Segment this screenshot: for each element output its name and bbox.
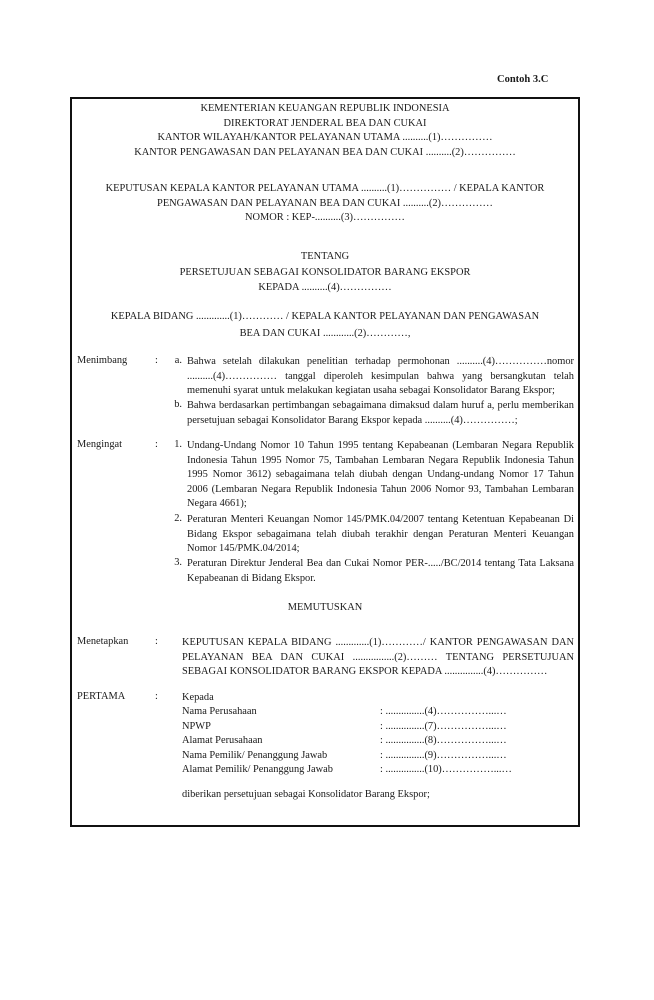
decree-title-line: PENGAWASAN DAN PELAYANAN BEA DAN CUKAI ..........(2)…………… — [157, 197, 493, 209]
field-label: Nama Pemilik/ Penanggung Jawab — [182, 750, 328, 761]
mengingat-colon: : — [155, 439, 158, 450]
regional-office: KANTOR WILAYAH/KANTOR PELAYANAN UTAMA ..........(1)…………… — [157, 132, 493, 144]
menimbang-item-b: Bahwa berdasarkan pertimbangan sebagaimana dimaksud dalam huruf a, perlu memberikan persetujuan sebagai Konsolidator Barang Ekspor kepada ..........(4)……………; — [187, 400, 574, 426]
mengingat-item-1: Undang-Undang Nomor 10 Tahun 1995 tentang Kepabeanan (Lembaran Negara Republik Indonesia Tahun 1995 Nomor 75, Tambahan Lembaran Negara Republik Indonesia Tahun 1995 Nomor 3612) sebagaimana telah diubah dengan Undang-undang Nomor 17 Tahun 2006 (Lembaran Negara Republik Indonesia Tahun 2006 Nomor 93, Tambahan Lembaran Negara 4661); — [187, 440, 574, 510]
official-line: BEA DAN CUKAI ............(2)…………, — [239, 328, 411, 339]
field-value: : ...............(7)……………...… — [380, 721, 507, 732]
pertama-label: PERTAMA — [77, 691, 126, 702]
letterhead — [72, 102, 578, 160]
field-value: : ...............(4)……………...… — [380, 706, 507, 717]
field-label: Nama Perusahaan — [182, 706, 257, 717]
item-marker: a. — [174, 355, 182, 366]
tentang-heading: TENTANG — [300, 251, 350, 262]
field-label: Alamat Pemilik/ Penanggung Jawab — [182, 764, 333, 775]
menetapkan-text: KEPUTUSAN KEPALA BIDANG .............(1)…………/ KANTOR PENGAWASAN DAN PELAYANAN BEA DAN CUKAI ................(2)……… TENTANG PERSETUJUAN SEBAGAI KONSOLIDATOR BARANG EKSPOR KEPADA ...............(4)…………… — [182, 637, 574, 678]
field-label: NPWP — [182, 721, 211, 732]
item-marker: 1. — [174, 439, 182, 450]
pertama-intro: Kepada — [182, 692, 214, 703]
decree-title-line: KEPUTUSAN KEPALA KANTOR PELAYANAN UTAMA ..........(1)…………… / KEPALA KANTOR — [105, 183, 545, 194]
field-label: Alamat Perusahaan — [182, 735, 263, 746]
official-line: KEPALA BIDANG .............(1)………… / KEPALA KANTOR PELAYANAN DAN PENGAWASAN — [110, 311, 540, 322]
directorate-name: DIREKTORAT JENDERAL BEA DAN CUKAI — [223, 117, 427, 129]
field-value: : ...............(8)……………...… — [380, 735, 507, 746]
item-marker: 2. — [174, 513, 182, 524]
supervision-office: KANTOR PENGAWASAN DAN PELAYANAN BEA DAN CUKAI ..........(2)…………… — [134, 146, 516, 158]
decree-title — [72, 182, 578, 226]
menetapkan-label: Menetapkan — [77, 636, 129, 647]
subject-line: PERSETUJUAN SEBAGAI KONSOLIDATOR BARANG EKSPOR — [179, 267, 471, 278]
example-label: Contoh 3.C — [497, 74, 549, 85]
item-marker: 3. — [174, 557, 182, 568]
decree-subject — [72, 266, 578, 295]
pertama-closing: diberikan persetujuan sebagai Konsolidator Barang Ekspor; — [182, 789, 430, 800]
field-value: : ...............(10)……………...… — [380, 764, 512, 775]
ministry-name: KEMENTERIAN KEUANGAN REPUBLIK INDONESIA — [200, 103, 450, 114]
item-marker: b. — [174, 399, 182, 410]
field-value: : ...............(9)……………...… — [380, 750, 507, 761]
mengingat-item-3: Peraturan Direktur Jenderal Bea dan Cukai Nomor PER-...../BC/2014 tentang Tata Laksana Kepabeanan di Bidang Ekspor. — [187, 558, 574, 584]
subject-recipient: KEPADA ..........(4)…………… — [258, 281, 392, 293]
decree-number: NOMOR : KEP-..........(3)…………… — [245, 212, 405, 224]
issuing-official — [72, 308, 578, 342]
pertama-colon: : — [155, 691, 158, 702]
menimbang-label: Menimbang — [77, 355, 128, 366]
mengingat-label: Mengingat — [77, 439, 123, 450]
menetapkan-colon: : — [155, 636, 158, 647]
memutuskan-heading: MEMUTUSKAN — [287, 602, 363, 613]
menimbang-colon: : — [155, 355, 158, 366]
menimbang-item-a: Bahwa setelah dilakukan penelitian terhadap permohonan ..........(4)……………nomor ..........(4)…………… tanggal diperoleh kesimpulan bahwa yang bersangkutan telah memenuhi syarat untuk melakukan kegiatan usaha sebagai Konsolidator Barang Ekspor; — [187, 356, 574, 397]
mengingat-item-2: Peraturan Menteri Keuangan Nomor 145/PMK.04/2007 tentang Ketentuan Kepabeanan Di Bidang Ekspor sebagaimana telah diubah terakhir dengan Peraturan Menteri Keuangan Nomor 145/PMK.04/2014; — [187, 514, 574, 555]
